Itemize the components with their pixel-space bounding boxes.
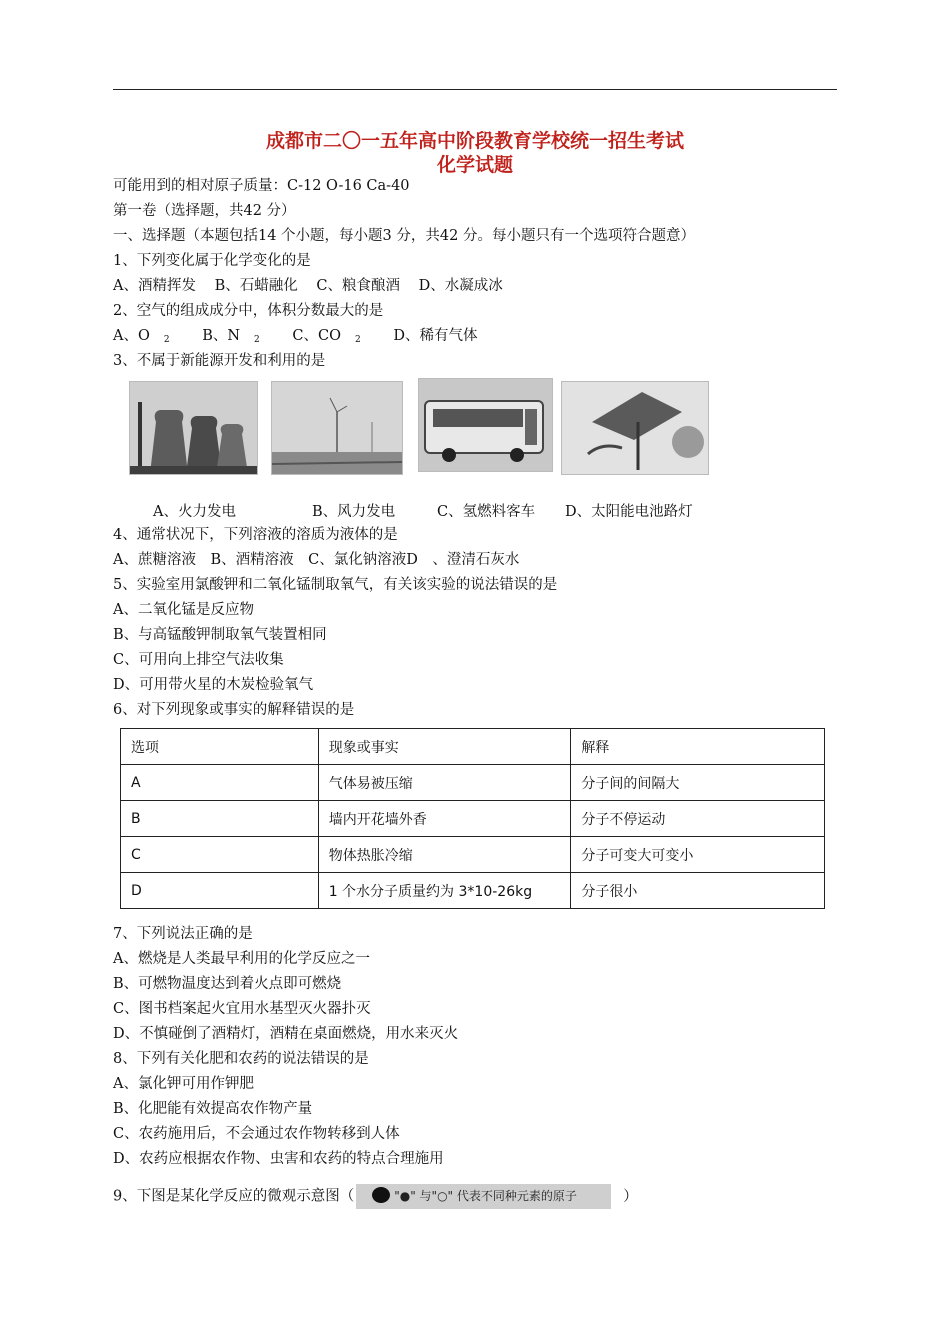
table-header-row [121, 729, 825, 765]
table-cell: 墙内开花墙外香 [318, 801, 571, 837]
q6-stem: 6、对下列现象或事实的解释错误的是 [113, 702, 355, 718]
q5-option-b: B、与高锰酸钾制取氧气装置相同 [113, 627, 327, 643]
table-header-cell: 解释 [571, 729, 825, 765]
q1-options [113, 276, 517, 296]
q7-option-b: B、可燃物温度达到着火点即可燃烧 [113, 976, 342, 992]
q7-stem: 7、下列说法正确的是 [113, 926, 253, 942]
table-cell: 分子不停运动 [571, 801, 825, 837]
volume-heading: 第一卷（选择题，共42 分） [113, 203, 296, 219]
q3-caption-a: A、火力发电 [153, 504, 236, 520]
header-rule [113, 89, 837, 90]
q8-option-b: B、化肥能有效提高农作物产量 [113, 1101, 313, 1117]
black-atom-icon [372, 1187, 390, 1203]
q9-close: ） [623, 1188, 638, 1205]
table-row [121, 837, 825, 873]
q1-stem: 1、下列变化属于化学变化的是 [113, 253, 311, 269]
q7-option-c: C、图书档案起火宜用水基型灭火器扑灭 [113, 1001, 371, 1017]
thermal-power-image [129, 381, 258, 475]
q1-option-d: D、水凝成冰 [418, 278, 503, 294]
table-cell: B [121, 801, 319, 837]
exam-subtitle: 化学试题 [436, 154, 513, 176]
q3-stem: 3、不属于新能源开发和利用的是 [113, 353, 326, 369]
table-row [121, 873, 825, 909]
q2-options [113, 326, 491, 350]
q3-caption-d: D、太阳能电池路灯 [565, 504, 693, 520]
table-cell: 1 个水分子质量约为 3*10-26kg [318, 873, 571, 909]
q8-stem: 8、下列有关化肥和农药的说法错误的是 [113, 1051, 369, 1067]
q8-option-d: D、农药应根据农作物、虫害和农药的特点合理施用 [113, 1151, 444, 1167]
q8-option-a: A、氯化钾可用作钾肥 [113, 1076, 254, 1092]
q5-stem: 5、实验室用氯酸钾和二氧化锰制取氧气，有关该实验的说法错误的是 [113, 577, 558, 593]
section-heading: 一、选择题（本题包括14 个小题，每小题3 分，共42 分。每小题只有一个选项符合题意） [113, 228, 695, 244]
q6-table [120, 728, 825, 909]
q1-option-c: C、粮食酿酒 [316, 278, 400, 294]
q2-stem: 2、空气的组成成分中，体积分数最大的是 [113, 303, 384, 319]
q9-line [113, 1184, 638, 1209]
q2-option-a: A、O 2 [113, 328, 170, 345]
q2-option-c: C、CO 2 [292, 328, 361, 345]
q7-option-d: D、不慎碰倒了酒精灯，酒精在桌面燃烧，用水来灭火 [113, 1026, 459, 1042]
table-header-cell: 选项 [121, 729, 319, 765]
table-cell: 分子可变大可变小 [571, 837, 825, 873]
atom-legend: "●" 与"○" 代表不同种元素的原子 [356, 1184, 611, 1209]
wind-power-image [271, 381, 403, 475]
table-cell: 物体热胀冷缩 [318, 837, 571, 873]
q5-option-c: C、可用向上排空气法收集 [113, 652, 284, 668]
hydrogen-bus-image [418, 378, 553, 472]
q3-caption-b: B、风力发电 [312, 504, 396, 520]
q9-stem: 9、下图是某化学反应的微观示意图（ [113, 1188, 355, 1205]
q1-option-b: B、石蜡融化 [214, 278, 298, 294]
q3-caption-c: C、氢燃料客车 [437, 504, 536, 520]
atomic-mass-note: 可能用到的相对原子质量：C-12 O-16 Ca-40 [113, 178, 410, 194]
table-cell: A [121, 765, 319, 801]
table-header-cell: 现象或事实 [318, 729, 571, 765]
q1-option-a: A、酒精挥发 [113, 278, 196, 294]
solar-streetlight-image [561, 381, 709, 475]
q7-option-a: A、燃烧是人类最早利用的化学反应之一 [113, 951, 370, 967]
table-row [121, 801, 825, 837]
table-row [121, 765, 825, 801]
exam-title: 成都市二〇一五年高中阶段教育学校统一招生考试 [265, 130, 684, 152]
q5-option-d: D、可用带火星的木炭检验氧气 [113, 677, 314, 693]
q2-option-d: D、稀有气体 [393, 328, 478, 344]
table-cell: 分子很小 [571, 873, 825, 909]
table-cell: D [121, 873, 319, 909]
q4-stem: 4、通常状况下，下列溶液的溶质为液体的是 [113, 527, 398, 543]
table-cell: 气体易被压缩 [318, 765, 571, 801]
q8-option-c: C、农药施用后，不会通过农作物转移到人体 [113, 1126, 400, 1142]
table-cell: C [121, 837, 319, 873]
q2-option-b: B、N 2 [202, 328, 260, 345]
q5-option-a: A、二氧化锰是反应物 [113, 602, 254, 618]
table-cell: 分子间的间隔大 [571, 765, 825, 801]
q4-options: A、蔗糖溶液 B、酒精溶液 C、氯化钠溶液D 、澄清石灰水 [113, 552, 520, 568]
